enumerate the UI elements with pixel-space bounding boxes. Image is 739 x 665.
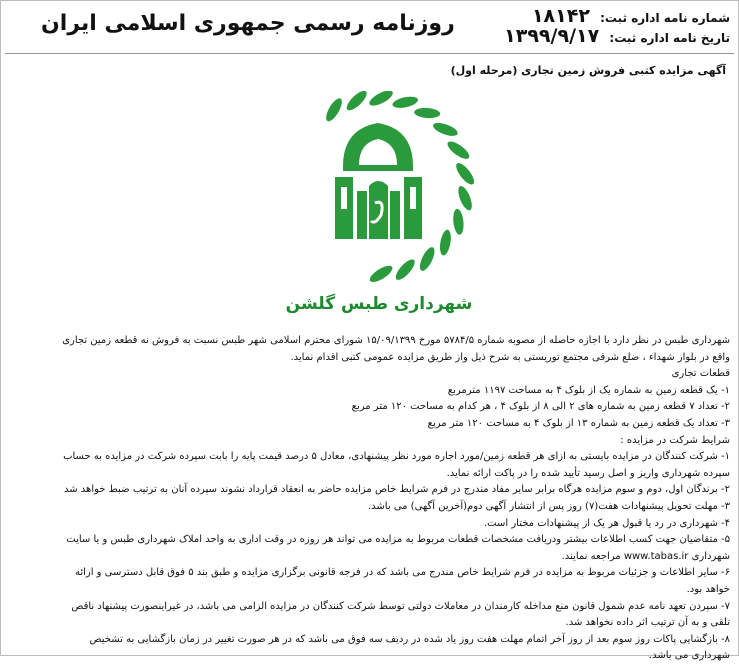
- reg-date-value: ۱۳۹۹/۹/۱۷: [504, 25, 600, 47]
- body-line: ۲- برندگان اول، دوم و سوم مزایده هرگاه برابر سایر مفاد مندرج در فرم شرایط خاص مزایده حاضر به انعقاد قرارداد نشوند سپرده آنان به ترتیب ضبط خواهد شد: [64, 484, 730, 496]
- header-divider: [5, 53, 734, 54]
- body-line: شهرداری می باشد.: [648, 650, 730, 662]
- municipality-emblem-icon: [271, 91, 486, 316]
- body-line: ۶- سایر اطلاعات و جزئیات مربوط به مزایده در فرم شرایط خاص مندرج می باشد که در فرجه قانونی برگزاری مزایده و طبق بند ۵ فوق قابل دسترسی و ارائه: [74, 567, 730, 579]
- body-line: شرایط شرکت در مزایده :: [620, 434, 730, 446]
- journal-title: روزنامه رسمی جمهوری اسلامی ایران: [41, 11, 455, 36]
- body-line: ۵- متقاضیان جهت کسب اطلاعات بیشتر ودریافت مشخصات قطعات مربوط به مزایده می تواند هر روزه در وقت اداری به واحد املاک شهرداری طبس و یا سایت: [66, 534, 730, 546]
- reg-number: [532, 5, 730, 27]
- body-line: تلقی و به آن ترتیب اثر داده نخواهد شد.: [565, 617, 730, 629]
- body-line: خواهد بود.: [686, 583, 730, 595]
- body-line: ۷- سپردن تعهد نامه عدم شمول قانون منع مداخله کارمندان در معاملات دولتی توسط شرکت کنندگان در مزایده الزامی می باشد، در غیراینصورت پیشنهاد ناقص: [71, 600, 730, 612]
- body-line: ۱- یک قطعه زمین به شماره یک از بلوک ۴ به مساحت ۱۱۹۷ مترمربع: [447, 384, 730, 396]
- reg-date: [504, 25, 730, 47]
- body-line: ۲- تعداد ۷ قطعه زمین به شماره های ۲ الی ۸ از بلوک ۴ ، هر کدام به مساحت ۱۲۰ متر مربع: [351, 401, 730, 413]
- body-line: ۳- تعداد یک قطعه زمین به شماره ۱۳ از بلوک ۴ به مساحت ۱۲۰ متر مربع: [427, 417, 730, 429]
- reg-date-label: تاریخ نامه اداره ثبت:: [609, 31, 730, 45]
- emblem-caption: شهرداری طبس گلشن: [285, 294, 473, 314]
- body-line: شهرداری www.tabas.ir مراجعه نمایند.: [561, 550, 730, 562]
- body-line: واقع در بلوار شهداء ، ضلع شرقی مجتمع توریستی به شرح ذیل واز طریق مزایده عمومی کتبی اقدام نماید.: [290, 351, 730, 363]
- ad-title: آگهی مزایده کتبی فروش زمین تجاری (مرحله اول): [450, 64, 726, 77]
- ad-body: [7, 333, 730, 665]
- reg-number-value: ۱۸۱۴۲: [531, 5, 590, 27]
- body-line: شهرداری طبس در نظر دارد با اجازه حاصله از مصوبه شماره ۵۷۸۴/۵ مورخ ۱۵/۰۹/۱۳۹۹ شورای محترم اسلامی شهر طبس نسبت به فروش نه قطعه زمین تجاری: [62, 335, 730, 346]
- header: [1, 1, 738, 53]
- body-line: ۱- شرکت کنندگان در مزایده بایستی به ازای هر قطعه زمین/مورد اجاره مورد نظر پیشنهادی، معادل ۵ درصد قیمت پایه را بابت سپرده شرکت در مزایده به حساب: [63, 451, 730, 463]
- reg-number-label: شماره نامه اداره ثبت:: [600, 11, 730, 25]
- body-line: سپرده شهرداری واریز و اصل رسید تأیید شده را در پاکت ارائه نماید.: [446, 467, 730, 479]
- body-line: ۴- شهرداری در رد یا قبول هر یک از پیشنهادات مختار است.: [484, 517, 730, 529]
- body-line: ۳- مهلت تحویل پیشنهادات هفت(۷) روز پس از انتشار آگهی دوم(آخرین آگهی) می باشد.: [368, 500, 730, 512]
- body-line: ۸- بازگشایی پاکات روز سوم بعد از روز آخر اتمام مهلت هفت روز یاد شده در ردیف سه فوق می باشد که در هر صورت تغییر در زمان بازگشایی به تشخیص: [89, 633, 730, 645]
- body-line: قطعات تجاری: [671, 368, 730, 380]
